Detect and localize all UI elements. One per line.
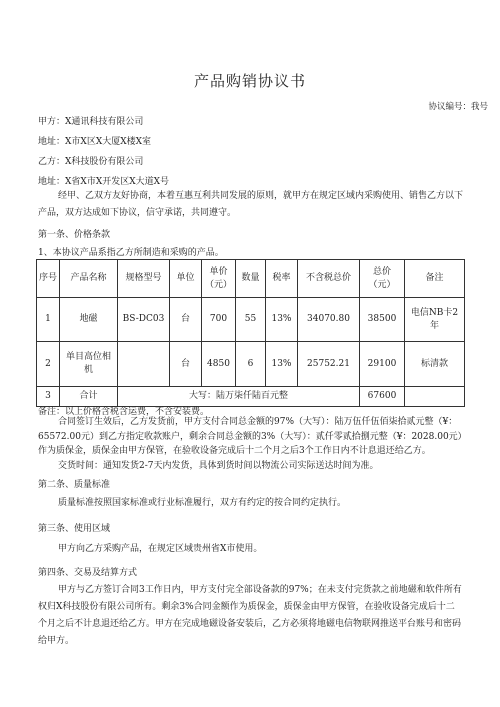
header-net-total: 不含税总价 (298, 260, 360, 298)
header-total: 总价（元） (360, 260, 405, 298)
intro-paragraph: 经甲、乙双方友好协商，本着互惠互利共同发展的原则，就甲方在规定区域内采购使用、销售乙方以下产品，双方达成如下协议，信守承诺，共同遵守。 (38, 191, 464, 218)
cell-product-name: 单目高位相机 (60, 342, 118, 387)
price-note: 备注：以上价格含税含运费，不含安装费。 (38, 407, 210, 417)
cell-model (118, 342, 170, 387)
cell-tax-rate: 13% (266, 298, 298, 342)
section-2-body: 质量标准按照国家标准或行业标准履行，双方有约定的按合同约定执行。 (58, 498, 347, 508)
cell-net-total: 34070.80 (298, 298, 360, 342)
cell-index: 2 (37, 342, 60, 387)
section-2-title: 第二条、质量标准 (38, 480, 111, 490)
cell-total-label: 合计 (60, 387, 118, 407)
header-unit: 单位 (170, 260, 202, 298)
section-1-item-1: 1、本协议产品系指乙方所制造和采购的产品。 (38, 248, 224, 258)
header-index: 序号 (37, 260, 60, 298)
cell-empty (405, 387, 465, 407)
delivery-paragraph: 交货时间：通知发货2-7天内发货，具体到货时间以物流公司实际送达时间为准。 (58, 461, 379, 471)
cell-remarks: 标清款 (405, 342, 465, 387)
header-unit-price: 单价（元） (202, 260, 236, 298)
party-a-address: 地址：X市X区X大厦X楼X室 (38, 137, 152, 147)
cell-total-amount: 67600 (360, 387, 405, 407)
cell-index: 1 (37, 298, 60, 342)
header-product-name: 产品名称 (60, 260, 118, 298)
section-3-body: 甲方向乙方采购产品，在规定区域贵州省X市使用。 (58, 544, 263, 554)
cell-remarks: 电信NB卡2年 (405, 298, 465, 342)
cell-quantity: 55 (236, 298, 266, 342)
cell-quantity: 6 (236, 342, 266, 387)
section-1-title: 第一条、价格条款 (38, 230, 111, 240)
party-b-address: 地址：X省X市X开发区X大道X号 (38, 177, 170, 187)
cell-unit: 台 (170, 298, 202, 342)
cell-total-capital: 大写：陆万柒仟陆百元整 (118, 387, 360, 407)
section-4-title: 第四条、交易及结算方式 (38, 568, 138, 578)
table-header-row (37, 260, 465, 298)
section-3-title: 第三条、使用区域 (38, 524, 111, 534)
cell-product-name: 地磁 (60, 298, 118, 342)
payment-paragraph: 合同签订生效后，乙方发货前，甲方支付合同总金额的97%（大写）：陆万伍仟伍佰柒拾贰元整（¥：65572.00元）到乙方指定收款账户，剩余合同总金额的3%（大写）：贰仟零贰拾捌元整（¥：2028.00元）作为质保金，质保金由甲方保管，在验收设备完成后十二个月之后3个工作日内不计息退还给乙方。 (38, 417, 463, 456)
document-number: 协议编号：我号 (428, 102, 488, 112)
cell-index: 3 (37, 387, 60, 407)
table-row (37, 342, 465, 387)
table-row (37, 298, 465, 342)
header-quantity: 数量 (236, 260, 266, 298)
cell-unit-price: 700 (202, 298, 236, 342)
cell-total: 38500 (360, 298, 405, 342)
product-table (36, 259, 465, 407)
cell-unit-price: 4850 (202, 342, 236, 387)
section-4-body: 甲方与乙方签订合同3工作日内，甲方支付完全部设备款的97%；在未支付完货款之前地磁和软件所有权归X科技股份有限公司所有。剩余3%合同金额作为质保金，质保金由甲方保管，在验收设备完成后十二个月之后不计息退还给乙方。甲方在完成地磁设备安装后，乙方必须将地磁电信物联网推送平台账号和密码给甲方。 (38, 585, 462, 646)
cell-total: 29100 (360, 342, 405, 387)
cell-unit: 台 (170, 342, 202, 387)
cell-model: BS-DC03 (118, 298, 170, 342)
party-a: 甲方：X通讯科技有限公司 (38, 117, 144, 127)
party-b: 乙方：X科技股份有限公司 (38, 157, 144, 167)
cell-net-total: 25752.21 (298, 342, 360, 387)
header-tax-rate: 税率 (266, 260, 298, 298)
cell-tax-rate: 13% (266, 342, 298, 387)
header-remarks: 备注 (405, 260, 465, 298)
document-title: 产品购销协议书 (193, 72, 306, 90)
header-model: 规格型号 (118, 260, 170, 298)
